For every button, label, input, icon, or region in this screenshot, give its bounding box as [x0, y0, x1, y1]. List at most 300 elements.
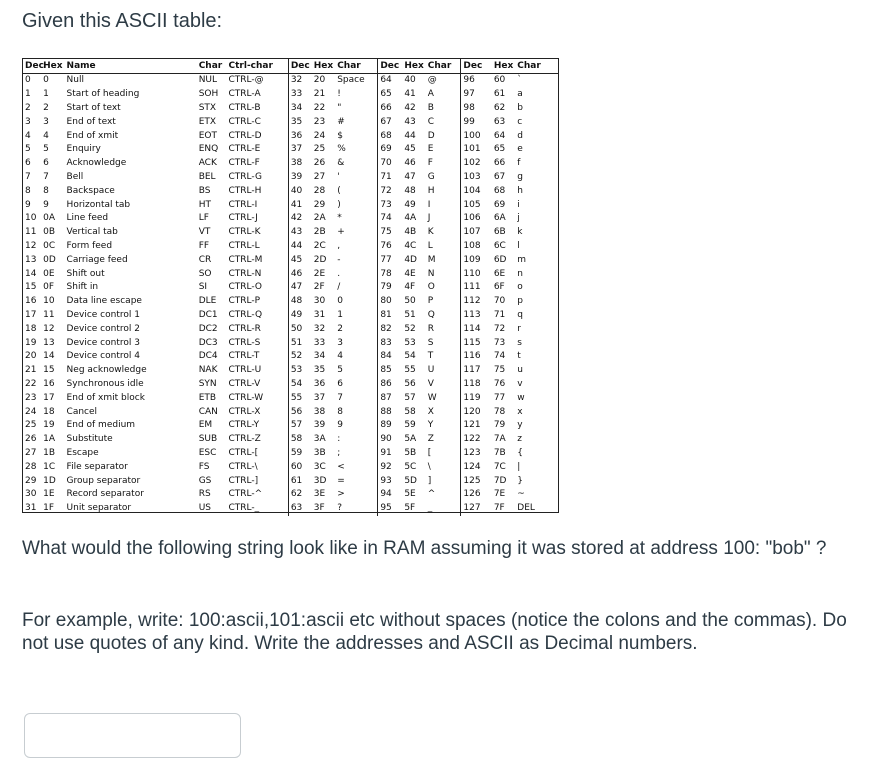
cell-char: & — [337, 158, 345, 169]
cell-hex: 46 — [404, 158, 416, 169]
cell-ctrl-char: CTRL-K — [228, 227, 261, 238]
cell-dec: 50 — [288, 322, 311, 336]
cell-char: q — [517, 309, 523, 320]
cell-dec: 125 — [461, 474, 492, 488]
cell-char: J — [427, 213, 431, 224]
cell-dec: 18 — [25, 323, 37, 334]
header-dec: Dec — [461, 59, 492, 74]
table-row — [23, 336, 558, 350]
cell-char: [ — [427, 447, 432, 458]
cell-dec: 44 — [288, 240, 311, 254]
cell-char: 8 — [337, 406, 343, 417]
cell-hex: 3B — [313, 447, 326, 458]
ascii-table — [23, 59, 558, 516]
cell-dec: 34 — [288, 102, 311, 116]
cell-char: V — [427, 378, 434, 389]
header-ctrl-char: Ctrl-char — [227, 59, 289, 74]
cell-name: Shift in — [66, 282, 99, 293]
table-row — [23, 322, 558, 336]
table-row — [23, 378, 558, 392]
cell-char: 7 — [337, 392, 343, 403]
cell-hex: 26 — [313, 158, 326, 169]
cell-hex: 24 — [313, 130, 326, 141]
cell-dec: 89 — [378, 419, 403, 433]
cell-char: K — [427, 227, 434, 238]
cell-char: S — [427, 337, 434, 348]
cell-name: Carriage feed — [66, 254, 128, 265]
cell-char: _ — [427, 503, 433, 514]
cell-char: . — [337, 268, 341, 279]
cell-name: Neg acknowledge — [66, 365, 147, 376]
cell-hex: 61 — [493, 89, 506, 100]
cell-dec: 55 — [288, 391, 311, 405]
cell-hex: 0D — [43, 254, 56, 265]
cell-dec: 3 — [25, 116, 31, 127]
cell-hex: 27 — [313, 171, 326, 182]
cell-hex: 4E — [404, 268, 416, 279]
cell-dec: 117 — [461, 364, 492, 378]
cell-dec: 45 — [288, 253, 311, 267]
cell-dec: 32 — [288, 74, 311, 88]
cell-dec: 40 — [288, 184, 311, 198]
cell-char: s — [517, 337, 522, 348]
cell-dec: 113 — [461, 309, 492, 323]
cell-char: % — [337, 144, 346, 155]
cell-char: X — [427, 406, 434, 417]
cell-char: 3 — [337, 337, 343, 348]
cell-char: BEL — [198, 171, 216, 182]
table-row — [23, 184, 558, 198]
cell-char: * — [337, 213, 342, 224]
cell-char: v — [517, 378, 523, 389]
cell-hex: 57 — [404, 392, 416, 403]
cell-hex: 5F — [404, 503, 416, 514]
cell-dec: 114 — [461, 322, 492, 336]
cell-name: Bell — [66, 171, 84, 182]
cell-dec: 118 — [461, 378, 492, 392]
cell-hex: 21 — [313, 89, 326, 100]
cell-char: , — [337, 240, 341, 251]
cell-char: 1 — [337, 309, 343, 320]
header-char: Char — [335, 59, 378, 74]
table-row — [23, 309, 558, 323]
cell-hex: 9 — [43, 199, 49, 210]
cell-char: d — [517, 130, 523, 141]
cell-dec: 91 — [378, 447, 403, 461]
cell-hex: 19 — [43, 420, 55, 431]
cell-dec: 121 — [461, 419, 492, 433]
cell-hex: 58 — [404, 406, 416, 417]
cell-dec: 122 — [461, 433, 492, 447]
table-row — [23, 502, 558, 516]
cell-hex: 6E — [493, 268, 506, 279]
cell-hex: 3D — [313, 475, 327, 486]
cell-char: / — [337, 282, 341, 293]
cell-ctrl-char: CTRL-_ — [228, 503, 260, 514]
cell-dec: 71 — [378, 171, 403, 185]
table-row — [23, 391, 558, 405]
cell-dec: 105 — [461, 198, 492, 212]
cell-hex: 6C — [493, 240, 506, 251]
cell-hex: 29 — [313, 199, 326, 210]
cell-dec: 77 — [378, 253, 403, 267]
cell-char: F — [427, 158, 433, 169]
ascii-table-image — [22, 58, 559, 513]
answer-input[interactable] — [24, 713, 241, 758]
cell-char: ; — [337, 447, 341, 458]
cell-dec: 107 — [461, 226, 492, 240]
cell-dec: 54 — [288, 378, 311, 392]
cell-dec: 56 — [288, 405, 311, 419]
cell-char: 2 — [337, 323, 343, 334]
cell-dec: 110 — [461, 267, 492, 281]
cell-hex: 2A — [313, 213, 326, 224]
cell-char: | — [517, 461, 521, 472]
cell-char: A — [427, 89, 434, 100]
cell-char: \ — [427, 461, 431, 472]
cell-char: ^ — [427, 489, 436, 500]
cell-char: 9 — [337, 420, 343, 431]
cell-char: # — [337, 116, 345, 127]
cell-hex: 55 — [404, 365, 416, 376]
cell-dec: 5 — [25, 144, 31, 155]
cell-dec: 78 — [378, 267, 403, 281]
cell-hex: 10 — [43, 296, 55, 307]
cell-dec: 119 — [461, 391, 492, 405]
table-row — [23, 460, 558, 474]
cell-dec: 41 — [288, 198, 311, 212]
cell-dec: 10 — [25, 213, 37, 224]
cell-dec: 99 — [461, 115, 492, 129]
cell-hex: 31 — [313, 309, 326, 320]
cell-dec: 88 — [378, 405, 403, 419]
table-row — [23, 74, 558, 88]
cell-hex: 63 — [493, 116, 506, 127]
cell-char: D — [427, 130, 435, 141]
cell-name: Cancel — [66, 406, 98, 417]
cell-char: P — [427, 296, 434, 307]
table-row — [23, 212, 558, 226]
cell-dec: 36 — [288, 129, 311, 143]
cell-name: End of text — [66, 116, 116, 127]
cell-hex: 4A — [404, 213, 417, 224]
cell-name: Device control 4 — [66, 351, 140, 362]
cell-hex: 2F — [313, 282, 325, 293]
cell-char: M — [427, 254, 436, 265]
cell-dec: 68 — [378, 129, 403, 143]
cell-char: ETX — [198, 116, 217, 127]
cell-dec: 97 — [461, 88, 492, 102]
cell-char: - — [337, 254, 341, 265]
cell-char: DC3 — [198, 337, 218, 348]
cell-char: T — [427, 351, 434, 362]
cell-dec: 24 — [25, 406, 37, 417]
cell-dec: 30 — [25, 489, 37, 500]
cell-dec: 83 — [378, 336, 403, 350]
cell-hex: 0A — [43, 213, 55, 224]
cell-ctrl-char: CTRL-N — [228, 268, 262, 279]
cell-ctrl-char: CTRL-H — [228, 185, 262, 196]
cell-char: HT — [198, 199, 211, 210]
cell-hex: 76 — [493, 378, 506, 389]
header-dec: Dec — [288, 59, 311, 74]
cell-dec: 109 — [461, 253, 492, 267]
cell-char: u — [517, 365, 523, 376]
cell-ctrl-char: CTRL-M — [228, 254, 263, 265]
cell-name: Start of text — [66, 102, 121, 113]
cell-dec: 70 — [378, 157, 403, 171]
cell-name: Record separator — [66, 489, 144, 500]
cell-dec: 47 — [288, 281, 311, 295]
cell-hex: 62 — [493, 102, 506, 113]
cell-char: NAK — [198, 365, 218, 376]
cell-hex: 16 — [43, 378, 55, 389]
cell-hex: 1E — [43, 489, 55, 500]
cell-dec: 35 — [288, 115, 311, 129]
cell-char: ] — [427, 475, 432, 486]
cell-hex: 6D — [493, 254, 507, 265]
cell-dec: 64 — [378, 74, 403, 88]
cell-char: 6 — [337, 378, 343, 389]
table-row — [23, 102, 558, 116]
cell-dec: 38 — [288, 157, 311, 171]
cell-hex: 79 — [493, 420, 506, 431]
cell-char: SYN — [198, 378, 217, 389]
cell-char: C — [427, 116, 435, 127]
cell-dec: 108 — [461, 240, 492, 254]
cell-char: " — [337, 102, 342, 113]
cell-name: Group separator — [66, 475, 141, 486]
cell-char: + — [337, 227, 345, 238]
cell-char: Q — [427, 309, 435, 320]
cell-hex: 2D — [313, 254, 327, 265]
cell-dec: 33 — [288, 88, 311, 102]
cell-hex: 34 — [313, 351, 326, 362]
header-dec: Dec — [23, 59, 41, 74]
cell-name: Null — [66, 75, 84, 86]
cell-dec: 12 — [25, 240, 37, 251]
header-hex: Hex — [402, 59, 425, 74]
cell-char: R — [427, 323, 435, 334]
table-row — [23, 115, 558, 129]
table-row — [23, 488, 558, 502]
cell-hex: 52 — [404, 323, 416, 334]
cell-dec: 31 — [25, 503, 37, 514]
cell-char: ? — [337, 503, 342, 514]
cell-char: DC2 — [198, 323, 218, 334]
cell-dec: 59 — [288, 447, 311, 461]
cell-hex: 5B — [404, 447, 417, 458]
cell-name: Form feed — [66, 240, 113, 251]
ascii-table-body — [23, 74, 558, 516]
cell-hex: 4F — [404, 282, 416, 293]
cell-char: LF — [198, 213, 209, 224]
cell-char: US — [198, 503, 211, 514]
cell-dec: 63 — [288, 502, 311, 516]
cell-dec: 74 — [378, 212, 403, 226]
cell-dec: 94 — [378, 488, 403, 502]
header-char: Char — [426, 59, 461, 74]
cell-char: BS — [198, 185, 211, 196]
cell-dec: 1 — [25, 89, 31, 100]
cell-char: k — [517, 227, 523, 238]
cell-char: STX — [198, 102, 217, 113]
cell-ctrl-char: CTRL-E — [228, 144, 261, 155]
cell-hex: 69 — [493, 199, 506, 210]
cell-dec: 87 — [378, 391, 403, 405]
cell-hex: 8 — [43, 185, 49, 196]
cell-char: ETB — [198, 392, 217, 403]
cell-hex: 77 — [493, 392, 506, 403]
cell-ctrl-char: CTRL-S — [228, 337, 261, 348]
cell-hex: 28 — [313, 185, 326, 196]
cell-char: l — [517, 240, 520, 251]
cell-hex: 54 — [404, 351, 416, 362]
cell-char: c — [517, 116, 523, 127]
cell-char: r — [517, 323, 521, 334]
cell-dec: 67 — [378, 115, 403, 129]
cell-dec: 13 — [25, 254, 37, 265]
cell-char: { — [517, 447, 523, 458]
cell-char: H — [427, 185, 435, 196]
cell-dec: 82 — [378, 322, 403, 336]
cell-char: SI — [198, 282, 208, 293]
cell-dec: 120 — [461, 405, 492, 419]
table-row — [23, 405, 558, 419]
cell-dec: 115 — [461, 336, 492, 350]
table-row — [23, 88, 558, 102]
cell-dec: 51 — [288, 336, 311, 350]
table-row — [23, 157, 558, 171]
cell-char: G — [427, 171, 435, 182]
cell-name: Horizontal tab — [66, 199, 131, 210]
cell-char: VT — [198, 227, 211, 238]
cell-dec: 86 — [378, 378, 403, 392]
cell-hex: 7B — [493, 447, 506, 458]
cell-char: Z — [427, 434, 434, 445]
cell-dec: 104 — [461, 184, 492, 198]
cell-dec: 48 — [288, 295, 311, 309]
cell-dec: 52 — [288, 350, 311, 364]
cell-hex: 22 — [313, 102, 326, 113]
cell-ctrl-char: CTRL-T — [228, 351, 260, 362]
cell-dec: 100 — [461, 129, 492, 143]
cell-char: 0 — [337, 296, 343, 307]
cell-name: File separator — [66, 461, 128, 472]
cell-dec: 2 — [25, 102, 31, 113]
cell-char: ) — [337, 199, 341, 210]
cell-hex: 70 — [493, 296, 506, 307]
cell-char: e — [517, 144, 523, 155]
cell-hex: 5 — [43, 144, 49, 155]
cell-dec: 102 — [461, 157, 492, 171]
cell-char: i — [517, 199, 520, 210]
cell-char: Y — [427, 420, 434, 431]
cell-dec: 27 — [25, 447, 37, 458]
cell-hex: 5C — [404, 461, 417, 472]
cell-char: ( — [337, 185, 341, 196]
cell-hex: 7C — [493, 461, 506, 472]
cell-char: m — [517, 254, 527, 265]
table-row — [23, 171, 558, 185]
cell-dec: 26 — [25, 434, 37, 445]
table-row — [23, 143, 558, 157]
cell-char: b — [517, 102, 523, 113]
cell-ctrl-char: CTRL-O — [228, 282, 262, 293]
cell-char: x — [517, 406, 523, 417]
cell-hex: 17 — [43, 392, 55, 403]
intro-text: Given this ASCII table: — [22, 10, 223, 32]
table-row — [23, 419, 558, 433]
cell-hex: 4B — [404, 227, 417, 238]
cell-ctrl-char: CTRL-\ — [228, 461, 258, 472]
cell-hex: 12 — [43, 323, 55, 334]
cell-char: U — [427, 365, 435, 376]
cell-hex: 25 — [313, 144, 326, 155]
cell-hex: 13 — [43, 337, 55, 348]
cell-hex: 0E — [43, 268, 55, 279]
cell-dec: 81 — [378, 309, 403, 323]
cell-name: Backspace — [66, 185, 115, 196]
cell-ctrl-char: CTRL-D — [228, 130, 262, 141]
cell-hex: 41 — [404, 89, 416, 100]
cell-char: 4 — [337, 351, 343, 362]
cell-dec: 9 — [25, 199, 31, 210]
table-row — [23, 295, 558, 309]
cell-dec: 21 — [25, 365, 37, 376]
cell-hex: 48 — [404, 185, 416, 196]
cell-char: > — [337, 489, 345, 500]
cell-hex: 2 — [43, 102, 49, 113]
cell-ctrl-char: CTRL-C — [228, 116, 261, 127]
cell-hex: 44 — [404, 130, 416, 141]
cell-ctrl-char: CTRL-V — [228, 378, 261, 389]
cell-dec: 116 — [461, 350, 492, 364]
table-row — [23, 253, 558, 267]
cell-dec: 8 — [25, 185, 31, 196]
cell-hex: 39 — [313, 420, 326, 431]
cell-dec: 4 — [25, 130, 31, 141]
cell-dec: 43 — [288, 226, 311, 240]
cell-hex: 14 — [43, 351, 55, 362]
cell-dec: 42 — [288, 212, 311, 226]
cell-char: O — [427, 282, 435, 293]
cell-hex: 67 — [493, 171, 506, 182]
cell-ctrl-char: CTRL-W — [228, 392, 264, 403]
cell-hex: 2E — [313, 268, 326, 279]
table-row — [23, 129, 558, 143]
cell-ctrl-char: CTRL-B — [228, 102, 261, 113]
cell-hex: 11 — [43, 309, 55, 320]
cell-hex: 74 — [493, 351, 506, 362]
cell-hex: 59 — [404, 420, 416, 431]
cell-char: j — [517, 213, 520, 224]
cell-char: CAN — [198, 406, 218, 417]
cell-ctrl-char: CTRL-Z — [228, 434, 261, 445]
cell-ctrl-char: CTRL-L — [228, 240, 260, 251]
cell-dec: 53 — [288, 364, 311, 378]
cell-char: 5 — [337, 365, 343, 376]
header-hex: Hex — [41, 59, 64, 74]
cell-hex: 18 — [43, 406, 55, 417]
instructions-text: For example, write: 100:ascii,101:ascii etc without spaces (notice the colons and the commas). Do not use quotes of any kind. Write the addresses and ASCII as Decimal numbers. — [22, 610, 847, 654]
cell-dec: 92 — [378, 460, 403, 474]
cell-char: SO — [198, 268, 212, 279]
cell-hex: 3 — [43, 116, 49, 127]
cell-hex: 51 — [404, 309, 416, 320]
cell-hex: 40 — [404, 75, 416, 86]
cell-dec: 11 — [25, 227, 37, 238]
